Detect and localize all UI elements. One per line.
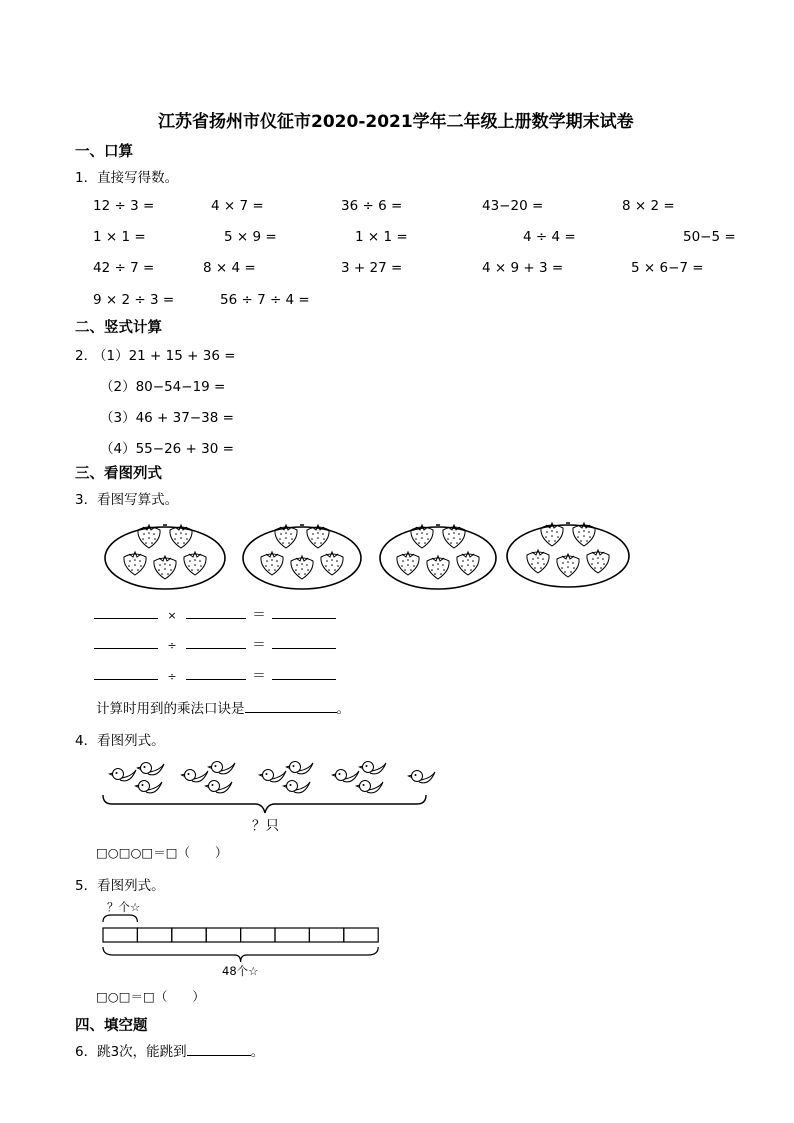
q1-item: 4 ÷ 4 = (523, 229, 576, 245)
q6 (75, 1040, 264, 1060)
bar-segment (172, 928, 206, 942)
q6-end: 。 (250, 1044, 265, 1060)
q4-formula[interactable]: □○□○□＝□（ ） (96, 845, 228, 860)
q4-brace-label: ？只 (252, 818, 279, 834)
q6-label: 6．跳3次，能跳到 (75, 1044, 187, 1060)
bar-segment (137, 928, 171, 942)
q3-label: 3．看图写算式。 (75, 492, 179, 508)
q3-equals: ＝ (252, 668, 266, 684)
section-2-heading: 二、竖式计算 (75, 320, 162, 336)
q3-operator: ÷ (167, 670, 177, 683)
q3-operator: × (167, 609, 177, 622)
q1-item: 36 ÷ 6 = (341, 198, 403, 214)
section-4-heading: 四、填空题 (75, 1018, 148, 1034)
bar-segment (206, 928, 240, 942)
q1-item: 56 ÷ 7 ÷ 4 = (220, 292, 310, 308)
q1-item: 12 ÷ 3 = (93, 198, 155, 214)
q5-top-label: ？个☆ (107, 900, 141, 914)
q3-verse-end: 。 (336, 701, 350, 717)
q1-item: 1 × 1 = (93, 229, 146, 245)
q5-label: 5．看图列式。 (75, 878, 165, 894)
q3-verse-label: 计算时用到的乘法口诀是 (96, 701, 245, 717)
q1-item: 4 × 7 = (211, 198, 264, 214)
q1-item: 9 × 2 ÷ 3 = (93, 292, 175, 308)
q2-number: 2． (75, 348, 98, 364)
q1-item: 5 × 9 = (224, 229, 277, 245)
bar-segment (309, 928, 343, 942)
q2-item-2: （2）80−54−19 = (100, 379, 226, 395)
bar-segment (241, 928, 275, 942)
q3-equals: ＝ (252, 637, 266, 653)
section-1-heading: 一、口算 (75, 144, 133, 160)
bar-segment (344, 928, 378, 942)
top-brace-icon (103, 915, 137, 922)
q1-item: 3 + 27 = (341, 260, 403, 276)
section-3-heading: 三、看图列式 (75, 466, 162, 482)
page-title: 江苏省扬州市仪征市2020-2021学年二年级上册数学期末试卷 (158, 112, 634, 132)
q4-label: 4．看图列式。 (75, 733, 165, 749)
q1-label: 1．直接写得数。 (75, 170, 179, 186)
q3-operator: ÷ (167, 639, 177, 652)
q1-item: 5 × 6−7 = (631, 260, 704, 276)
q2-item-4: （4）55−26 + 30 = (100, 441, 234, 457)
bar-segment (275, 928, 309, 942)
q3-equals: ＝ (252, 607, 266, 623)
q1-item: 8 × 4 = (203, 260, 256, 276)
bottom-brace-icon (103, 947, 378, 962)
q1-item: 4 × 9 + 3 = (482, 260, 564, 276)
q1-item: 8 × 2 = (622, 198, 675, 214)
q2-item-3: （3）46 + 37−38 = (100, 410, 234, 426)
q5-formula[interactable]: □○□＝□（ ） (96, 989, 205, 1004)
q5-bottom-label: 48个☆ (222, 964, 259, 978)
q2-item-1: （1）21 + 15 + 36 = (93, 348, 236, 364)
q1-item: 1 × 1 = (355, 229, 408, 245)
q1-item: 42 ÷ 7 = (93, 260, 155, 276)
q1-item: 43−20 = (482, 198, 544, 214)
q1-item: 50−5 = (683, 229, 736, 245)
bar-segment (103, 928, 137, 942)
q6-blank[interactable] (187, 1041, 251, 1056)
